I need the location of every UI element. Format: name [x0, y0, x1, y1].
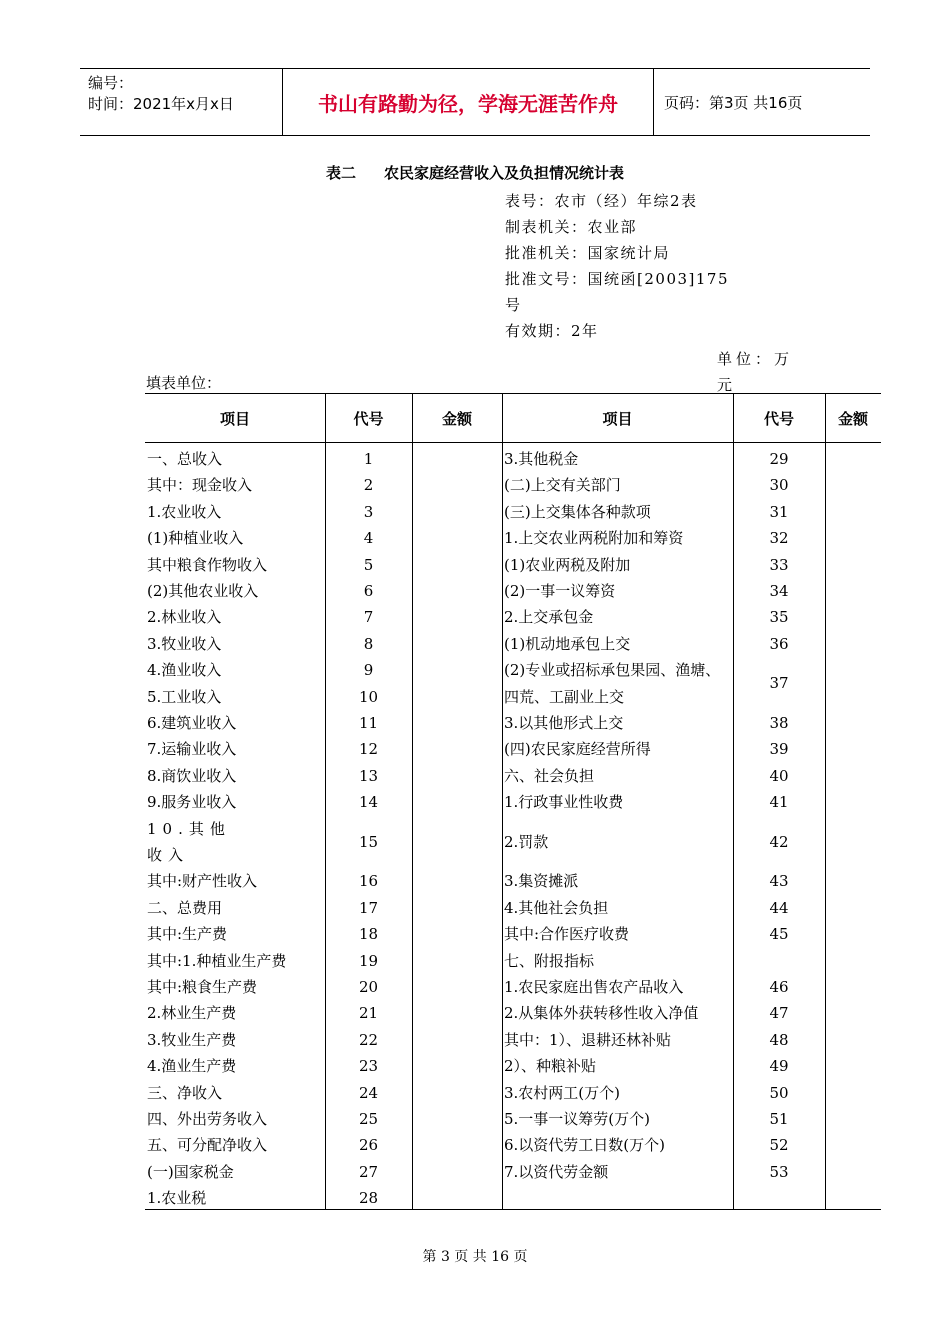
left-code: 18 [358, 925, 379, 944]
left-code: 10 [358, 687, 379, 706]
form-approver: 批准机关：国家统计局 [505, 244, 671, 262]
left-item: 4.渔业生产费 [147, 1057, 237, 1076]
col-divider [825, 394, 826, 1209]
right-item: (2)一事一议筹资 [504, 582, 616, 600]
left-code: 15 [358, 832, 379, 851]
left-code: 8 [363, 634, 374, 653]
right-item: 3.农村两工(万个) [504, 1083, 621, 1102]
statistics-table [145, 393, 881, 1210]
right-code: 34 [769, 582, 789, 600]
left-item: 8.商饮业收入 [147, 766, 237, 785]
header-divider [145, 442, 881, 443]
left-code: 20 [358, 978, 379, 996]
approval-doc-number: 批准文号：国统函[2003]175号 [505, 270, 730, 314]
left-item: 其中:生产费 [147, 925, 228, 944]
right-code: 50 [769, 1083, 789, 1102]
right-code: 45 [769, 925, 789, 944]
left-item: 9.服务业收入 [147, 793, 237, 812]
left-item: 四、外出劳务收入 [147, 1110, 268, 1128]
left-item: 2.林业生产费 [147, 1004, 237, 1023]
left-code: 13 [358, 766, 379, 785]
right-item: 6.以资代劳工日数(万个) [504, 1136, 666, 1155]
left-item: 6.建筑业收入 [147, 714, 237, 732]
left-code: 25 [358, 1110, 379, 1128]
left-item: 其中:粮食生产费 [147, 978, 258, 996]
left-code: 6 [363, 582, 374, 600]
right-code: 46 [769, 978, 789, 996]
left-item: 2.林业收入 [147, 608, 222, 627]
right-code: 49 [769, 1057, 789, 1076]
left-code: 5 [363, 555, 374, 574]
form-maker: 制表机关：农业部 [505, 218, 638, 236]
left-item: 1.农业收入 [147, 502, 222, 521]
title-part1: 表二 [325, 164, 356, 182]
number-label: 编号： [88, 74, 134, 92]
right-code: 53 [769, 1162, 789, 1181]
form-number: 表号：农市（经）年综2表 [505, 192, 698, 210]
time-label: 时间：2021年x月x日 [88, 95, 234, 113]
right-code: 51 [769, 1110, 789, 1128]
right-code: 41 [769, 793, 789, 812]
header-info [80, 69, 282, 135]
right-item: 六、社会负担 [504, 766, 595, 785]
right-item: 2.上交承包金 [504, 608, 594, 627]
right-code: 29 [769, 450, 789, 468]
left-code: 24 [358, 1083, 379, 1102]
right-item: (四)农民家庭经营所得 [504, 740, 651, 759]
left-item: 其中:1.种植业生产费 [147, 951, 287, 970]
right-item: 3.其他税金 [504, 450, 579, 468]
validity: 有效期：2年 [505, 322, 599, 340]
filler-unit-label: 填表单位： [146, 374, 222, 392]
left-code: 9 [363, 661, 374, 680]
right-item: (二)上交有关部门 [504, 476, 621, 495]
right-code: 38 [769, 714, 789, 732]
right-item: (1)机动地承包上交 [504, 634, 631, 653]
left-item: 3.牧业生产费 [147, 1030, 237, 1049]
page-header [80, 68, 870, 136]
right-item: 2.罚款 [504, 832, 549, 851]
left-code: 11 [358, 714, 379, 732]
header-item-left: 项目 [219, 409, 250, 428]
right-code: 39 [769, 740, 789, 759]
right-item: 1.农民家庭出售农产品收入 [504, 978, 684, 996]
left-item: 其中：现金收入 [147, 476, 253, 495]
right-item: 4.其他社会负担 [504, 898, 609, 917]
header-code-left: 代号 [353, 409, 384, 428]
col-divider [502, 394, 503, 1209]
left-item: (1)种植业收入 [147, 529, 244, 548]
left-code: 7 [363, 608, 374, 627]
right-item: (2)专业或招标承包果园、渔塘、 [504, 661, 721, 680]
right-code: 47 [769, 1004, 789, 1023]
left-item: 10.其他收入 [147, 819, 231, 864]
right-item: 2）、种粮补贴 [504, 1057, 597, 1076]
left-code: 14 [358, 793, 379, 812]
motto: 书山有路勤为径，学海无涯苦作舟 [282, 69, 654, 135]
unit-label: 单位：万元 [717, 350, 794, 394]
left-code: 26 [358, 1136, 379, 1155]
left-code: 16 [358, 872, 379, 891]
right-item: 七、附报指标 [504, 951, 595, 970]
left-item: 7.运输业收入 [147, 740, 237, 759]
right-code: 40 [769, 766, 789, 785]
right-item: 其中:合作医疗收费 [504, 925, 630, 944]
right-item: 2.从集体外获转移性收入净值 [504, 1004, 699, 1023]
title-part2: 农民家庭经营收入及负担情况统计表 [384, 164, 625, 182]
left-code: 28 [358, 1189, 379, 1208]
left-code: 22 [358, 1030, 379, 1049]
left-code: 3 [363, 502, 374, 521]
right-item: 3.集资摊派 [504, 872, 579, 891]
header-item-right: 项目 [602, 409, 633, 428]
left-item: (2)其他农业收入 [147, 582, 259, 600]
left-code: 19 [358, 951, 379, 970]
left-code: 4 [363, 529, 374, 548]
right-item: 7.以资代劳金额 [504, 1162, 609, 1181]
left-code: 17 [358, 898, 379, 917]
right-item: 1.上交农业两税附加和筹资 [504, 529, 684, 548]
right-code: 42 [769, 832, 789, 851]
left-item: 一、总收入 [147, 450, 223, 468]
header-amount-left: 金额 [441, 409, 472, 428]
right-item: 3.以其他形式上交 [504, 714, 624, 732]
left-code: 12 [358, 740, 379, 759]
left-item: 二、总费用 [147, 898, 223, 917]
page-footer: 第 3 页 共 16 页 [422, 1249, 528, 1265]
left-code: 21 [358, 1004, 379, 1023]
right-code: 36 [769, 634, 789, 653]
page-label: 页码：第3页 共16页 [664, 93, 803, 112]
left-item: 1.农业税 [147, 1189, 207, 1208]
left-item: 3.牧业收入 [147, 634, 222, 653]
right-item: 1.行政事业性收费 [504, 793, 624, 812]
right-code: 48 [769, 1030, 789, 1049]
right-code: 32 [769, 529, 789, 548]
header-amount-right: 金额 [837, 409, 868, 428]
table-title [0, 162, 950, 183]
form-meta [505, 188, 737, 344]
right-item: (三)上交集体各种款项 [504, 502, 651, 521]
right-item-line2: 四荒、工副业上交 [504, 687, 625, 706]
right-item: 5.一事一议筹劳(万个) [504, 1110, 651, 1128]
left-item: 其中粮食作物收入 [147, 555, 268, 574]
right-code: 44 [769, 898, 789, 917]
left-item: 五、可分配净收入 [147, 1136, 268, 1155]
header-code-right: 代号 [763, 409, 794, 428]
right-code: 35 [769, 608, 789, 627]
right-code: 52 [769, 1136, 789, 1155]
right-code: 30 [769, 476, 789, 495]
left-code: 1 [363, 450, 374, 468]
left-item: 5.工业收入 [147, 687, 222, 706]
right-code: 31 [769, 502, 789, 521]
left-item: 三、净收入 [147, 1083, 223, 1102]
right-code: 37 [769, 674, 789, 693]
left-item: (一)国家税金 [147, 1162, 234, 1181]
left-code: 23 [358, 1057, 379, 1076]
left-item: 其中:财产性收入 [147, 872, 258, 891]
left-code: 2 [363, 476, 374, 495]
right-code: 33 [769, 555, 789, 574]
left-item: 4.渔业收入 [147, 661, 222, 680]
right-item: (1)农业两税及附加 [504, 555, 631, 574]
col-divider [412, 394, 413, 1209]
right-item: 其中：1）、退耕还林补贴 [504, 1030, 672, 1049]
right-code: 43 [769, 872, 789, 891]
left-code: 27 [358, 1162, 379, 1181]
